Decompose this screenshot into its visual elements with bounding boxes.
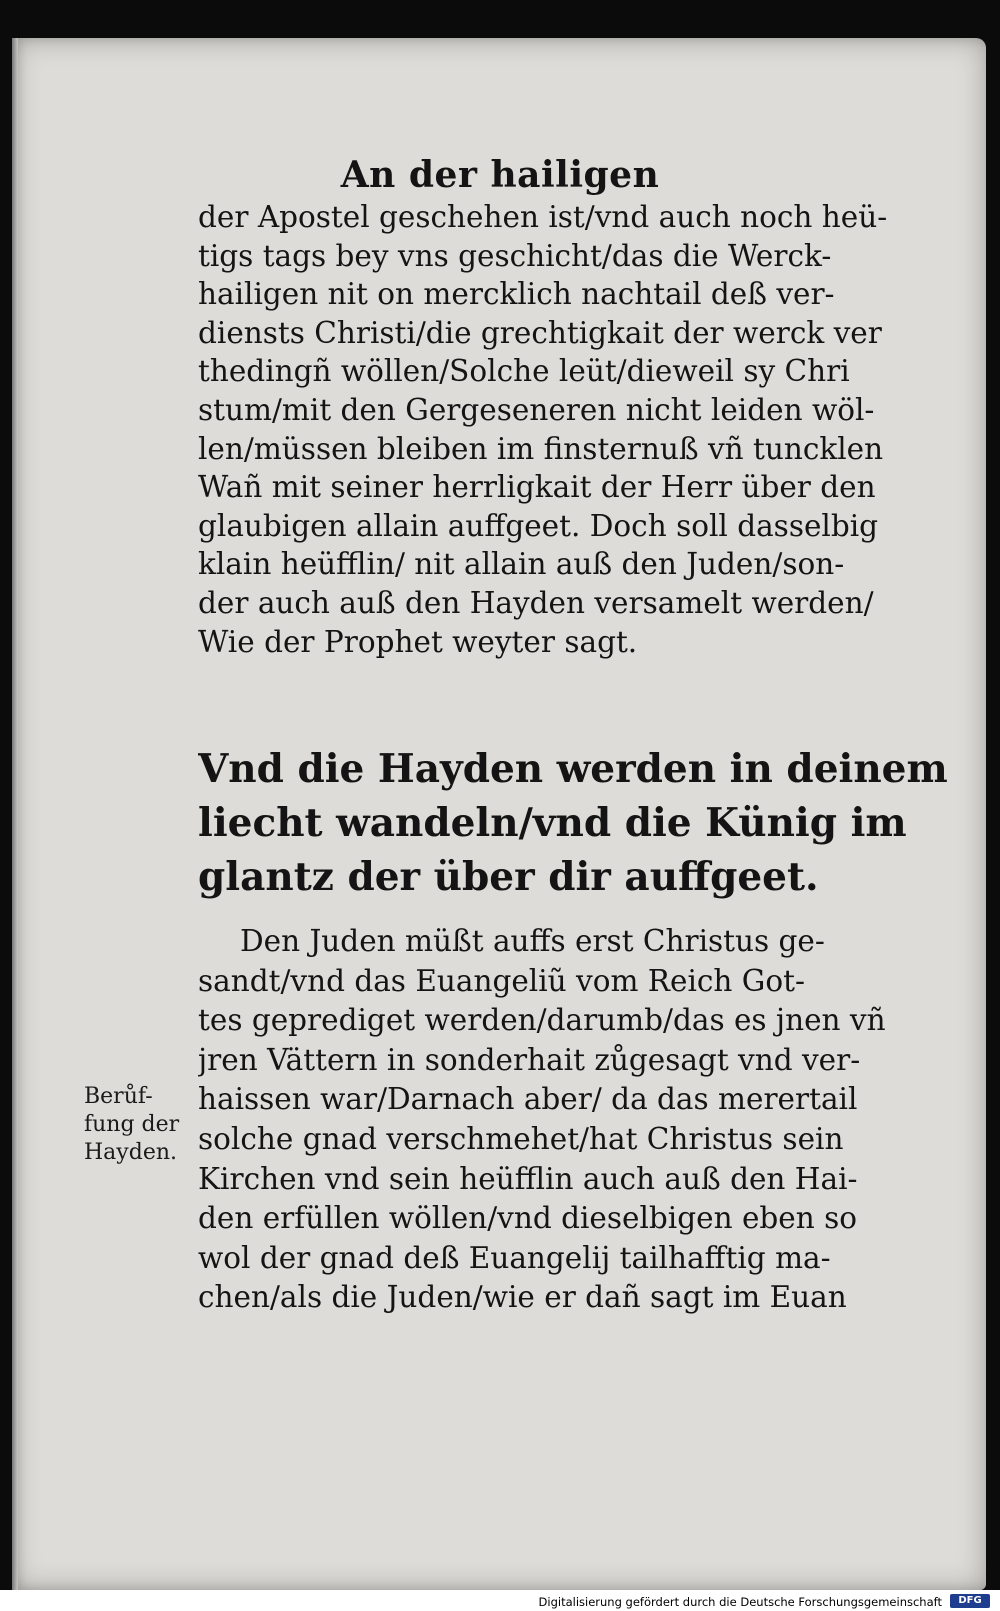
text-line: der Apostel geschehen ist/vnd auch noch heü-: [198, 200, 888, 234]
text-line: glaubigen allain auffgeet. Doch soll dasselbig: [198, 508, 879, 543]
page-gutter-shadow: [12, 38, 18, 1590]
text-line: tigs tags bey vns geschicht/das die Werck-: [198, 238, 832, 273]
text-line: wol der gnad deß Euangelij tailhafftig ma-: [198, 1240, 831, 1275]
text-line: tes geprediget werden/darumb/das es jnen vñ: [198, 1003, 886, 1038]
text-line: klain heüfflin/ nit allain auß den Juden/son-: [198, 547, 845, 582]
margin-note-line: Hayden.: [84, 1140, 177, 1165]
text-line: thedingñ wöllen/Solche leüt/dieweil sy Chri: [198, 354, 850, 389]
quotation-line: glantz der über dir auffgeet.: [198, 854, 819, 900]
margin-note: [84, 1083, 196, 1167]
text-line: Wañ mit seiner herrligkait der Herr über den: [198, 470, 876, 505]
text-line: den erfüllen wöllen/vnd dieselbigen eben so: [198, 1201, 858, 1236]
text-line: haissen war/Darnach aber/ da das merertail: [198, 1082, 858, 1117]
text-line: len/müssen bleiben im finsternuß vñ tuncklen: [198, 431, 884, 466]
margin-note-line: fung der: [84, 1112, 180, 1137]
margin-note-line: Berůf-: [84, 1084, 153, 1109]
text-line: solche gnad verschmehet/hat Christus sein: [198, 1121, 844, 1156]
text-line: sandt/vnd das Euangeliũ vom Reich Got-: [198, 963, 805, 998]
dfg-logo: DFG: [950, 1594, 990, 1608]
paragraph-1: [198, 198, 950, 661]
text-line: chen/als die Juden/wie er dañ sagt im Euan: [198, 1280, 847, 1315]
text-line: stum/mit den Gergeseneren nicht leiden wöl-: [198, 392, 875, 427]
text-line: hailigen nit on mercklich nachtail deß ver-: [198, 277, 835, 312]
footer-credit: Digitalisierung gefördert durch die Deutsche Forschungsgemeinschaft: [538, 1595, 942, 1609]
bible-quotation: [198, 742, 950, 904]
text-line: der auch auß den Hayden versamelt werden/: [198, 585, 874, 620]
text-line: diensts Christi/die grechtigkait der werck ver: [198, 315, 882, 350]
text-line: Kirchen vnd sein heüfflin auch auß den Hai-: [198, 1161, 858, 1196]
text-line: Den Juden müßt auffs erst Christus ge-: [240, 924, 825, 958]
quotation-line: Vnd die Hayden werden in deinem: [198, 746, 948, 792]
paragraph-3: [198, 922, 950, 1318]
text-line: jren Vättern in sonderhait zůgesagt vnd ver-: [198, 1042, 861, 1077]
footer-bar: [0, 1590, 1000, 1611]
running-title: An der hailigen: [340, 154, 660, 196]
quotation-line: liecht wandeln/vnd die Künig im: [198, 800, 907, 846]
text-line: Wie der Prophet weyter sagt.: [198, 624, 638, 659]
